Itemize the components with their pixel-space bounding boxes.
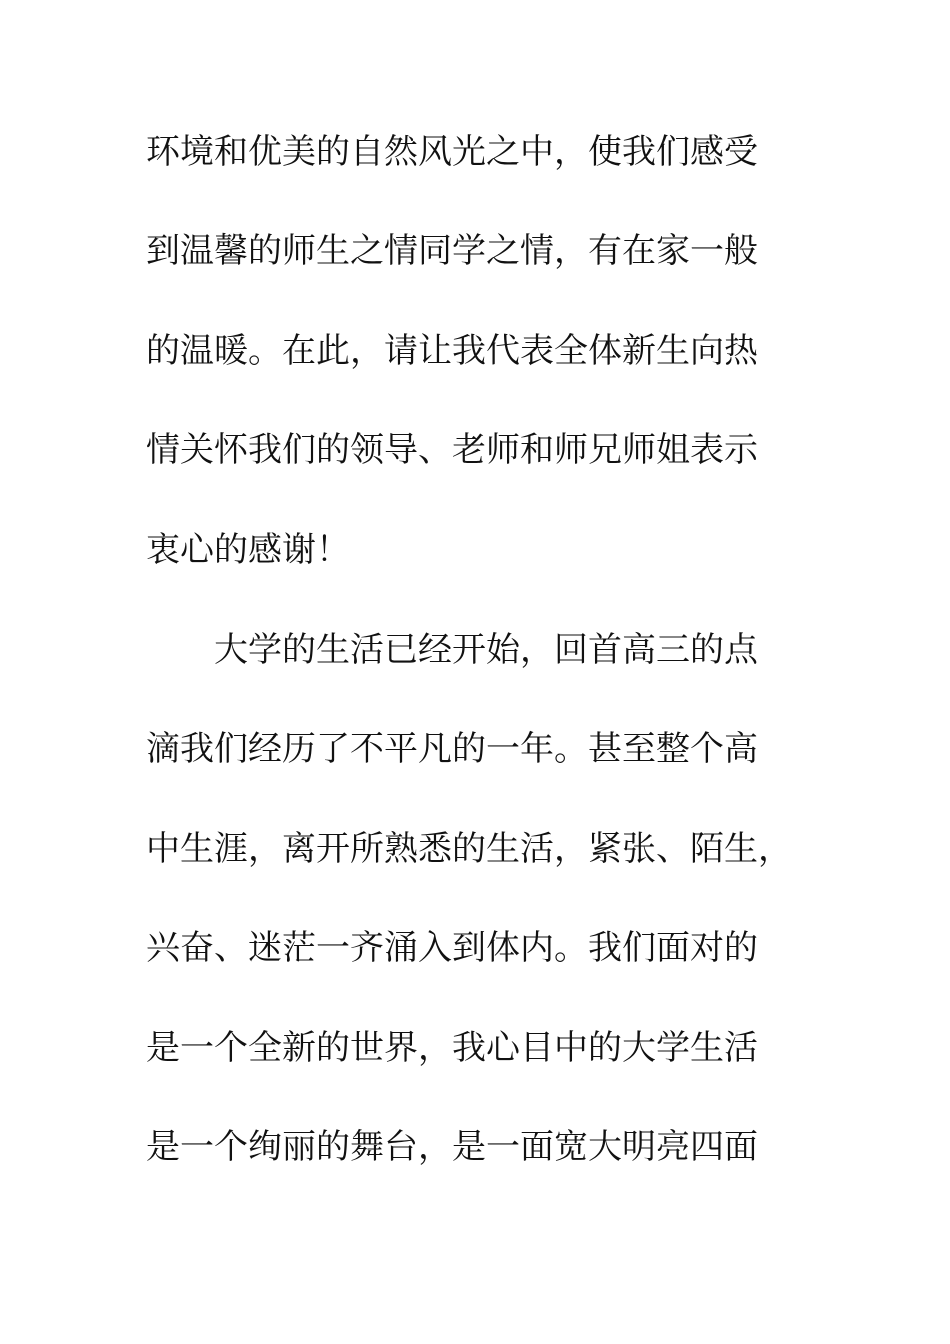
text-line-5: 衷心的感谢！ bbox=[146, 530, 350, 570]
text-line-6-paragraph-start: 大学的生活已经开始，回首高三的点 bbox=[214, 630, 758, 670]
text-line-3: 的温暖。在此，请让我代表全体新生向热 bbox=[146, 331, 758, 371]
text-line-7: 滴我们经历了不平凡的一年。甚至整个高 bbox=[146, 729, 758, 769]
text-line-10: 是一个全新的世界，我心目中的大学生活 bbox=[146, 1028, 758, 1068]
text-line-8: 中生涯，离开所熟悉的生活，紧张、陌生， bbox=[146, 829, 792, 869]
text-line-4: 情关怀我们的领导、老师和师兄师姐表示 bbox=[146, 430, 758, 470]
text-line-2: 到温馨的师生之情同学之情，有在家一般 bbox=[146, 231, 758, 271]
text-line-11: 是一个绚丽的舞台，是一面宽大明亮四面 bbox=[146, 1127, 758, 1167]
text-line-9: 兴奋、迷茫一齐涌入到体内。我们面对的 bbox=[146, 928, 758, 968]
text-line-1: 环境和优美的自然风光之中，使我们感受 bbox=[146, 132, 758, 172]
